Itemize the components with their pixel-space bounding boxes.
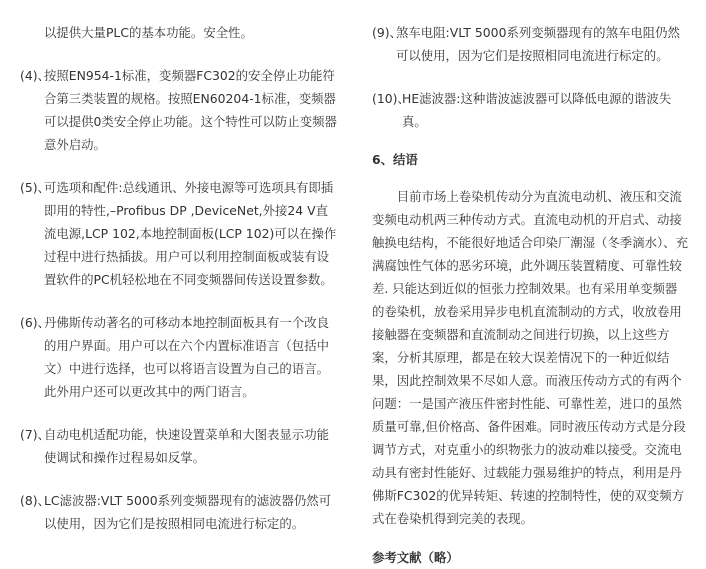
- list-item-4: [20, 64, 340, 156]
- left-column: [20, 0, 340, 535]
- item-text: 煞车电阻:VLT 5000系列变频器现有的煞车电阻仍然可以使用，因为它们是按照相同电流进行标定的。: [396, 25, 680, 63]
- item-number: (5)、: [20, 180, 50, 195]
- item-number: (6)、: [20, 315, 50, 330]
- right-column: [372, 0, 688, 569]
- item-number: (8)、: [20, 493, 50, 508]
- references-heading: 参考文献（略）: [372, 550, 459, 565]
- continued-text: 以提供大量PLC的基本功能。安全性。: [44, 25, 253, 40]
- list-item-8: [20, 489, 340, 535]
- item-number: (9)、: [372, 25, 402, 40]
- item-number: (10)、: [372, 91, 410, 106]
- section-heading: 6、结语: [372, 152, 418, 167]
- list-item-7: [20, 423, 340, 469]
- item-text: HE滤波器:这种谐波滤波器可以降低电源的谐波失真。: [402, 91, 672, 129]
- list-item-10: [372, 87, 688, 133]
- conclusion-paragraph: 目前市场上卷染机传动分为直流电动机、液压和交流变频电动机两三种传动方式。直流电动机的开启式、动接触换电结构，不能很好地适合印染厂潮湿（冬季滴水）、充满腐蚀性气体的恶劣环境，此外调压装置精度、可靠性较差. 只能达到近似的恒张力控制效果。也有采用单变频器的卷染机，放卷采用异步电机直流制动的方式，收放卷用接触器在变频器和直流制动之间进行切换，以上这些方案，分析其原理，都是在较大误差情况下的一种近似结果，因此控制效果不尽如人意。而液压传动方式的有两个问题：一是国产液压件密封性能、可靠性差，进口的虽然质量可靠,但价格高、备件困难。同时液压传动方式是分段调节方式，对克重小的织物张力的波动难以接受。交流电动具有密封性能好、过载能力强易维护的特点，利用是丹佛斯FC302的优异转矩、转速的控制特性，使的双变频方式在卷染机得到完美的表现。: [372, 189, 688, 526]
- item-number: (4)、: [20, 68, 50, 83]
- item-text: LC滤波器:VLT 5000系列变频器现有的滤波器仍然可以使用，因为它们是按照相同电流进行标定的。: [44, 493, 332, 531]
- list-item-9: [372, 21, 688, 67]
- item-text: 可选项和配件:总线通讯、外接电源等可选项具有即插即用的特性,–Profibus DP ,DeviceNet,外接24 V直流电源,LCP 102,本地控制面板(LCP 102)可以在操作过程中进行热插拔。用户可以利用控制面板或装有设置软件的PC机轻松地在不同变频器间传送设置参数。: [44, 180, 337, 287]
- list-item-5: [20, 176, 340, 291]
- item-text: 按照EN954-1标准，变频器FC302的安全停止功能符合第三类装置的规格。按照EN60204-1标准，变频器可以提供0类安全停止功能。这个特性可以防止变频器意外启动。: [44, 68, 337, 152]
- item-number: (7)、: [20, 427, 50, 442]
- item-text: 丹佛斯传动著名的可移动本地控制面板具有一个改良的用户界面。用户可以在六个内置标准语言（包括中文）中进行选择，也可以将语言设置为自己的语言。此外用户还可以更改其中的两门语言。: [44, 315, 329, 399]
- item-text: 自动电机适配功能，快速设置菜单和大图表显示功能使调试和操作过程易如反掌。: [44, 427, 329, 465]
- list-item-6: [20, 311, 340, 403]
